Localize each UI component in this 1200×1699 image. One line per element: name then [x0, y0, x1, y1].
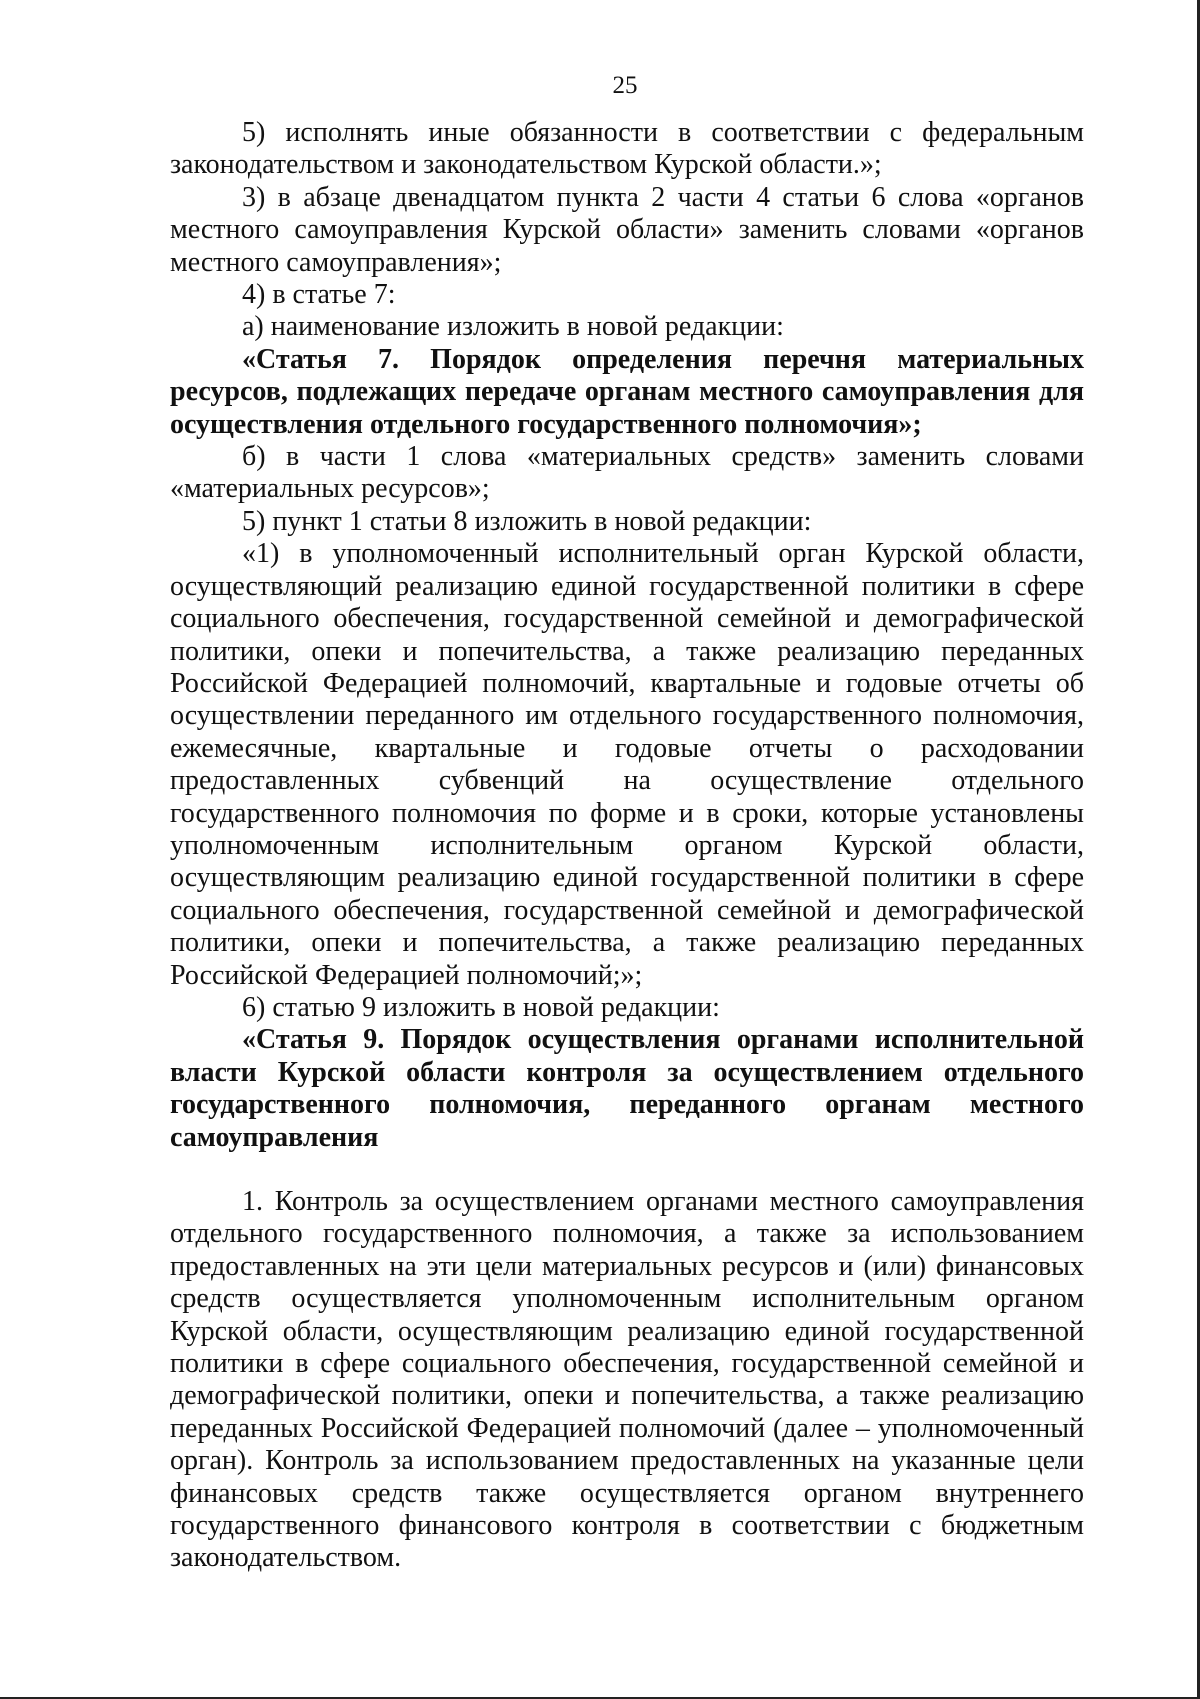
article-9-clause-1: 1. Контроль за осуществлением органами местного самоуправления отдельного государственного полномочия, а также за использованием предоставленных на эти цели материальных ресурсов и (или) финансовых средств осуществляется уполномоченным исполнительным органом Курской области, осуществляющим реализацию единой государственной политики в сфере социального обеспечения, государственной семейной и демографической политики, опеки и попечительства, а также реализацию переданных Российской Федерацией полномочий (далее – уполномоченный орган). Контроль за использованием предоставленных на указанные цели финансовых средств также осуществляется органом внутреннего государственного финансового контроля в соответствии с бюджетным законодательством.: [170, 1186, 1084, 1574]
document-body: [170, 117, 1084, 1575]
section-spacer: [170, 1154, 1084, 1186]
paragraph-item-6: 6) статью 9 изложить в новой редакции:: [242, 991, 720, 1023]
paragraph-subitem-a: а) наименование изложить в новой редакции:: [242, 311, 784, 343]
paragraph-clause-1-text: «1) в уполномоченный исполнительный орган Курской области, осуществляющий реализацию единой государственной политики в сфере социального обеспечения, государственной семейной и демографической политики, опеки и попечительства, а также реализацию переданных Российской Федерацией полномочий, квартальные и годовые отчеты об осуществлении переданного им отдельного государственного полномочия, ежемесячные, квартальные и годовые отчеты о расходовании предоставленных субвенций на осуществление отдельного государственного полномочия по форме и в сроки, которые установлены уполномоченным исполнительным органом Курской области, осуществляющим реализацию единой государственной политики в сфере социального обеспечения, государственной семейной и демографической политики, опеки и попечительства, а также реализацию переданных Российской Федерацией полномочий;»;: [170, 538, 1084, 991]
page-number: 25: [612, 72, 638, 99]
paragraph-item-4: 4) в статье 7:: [242, 279, 396, 311]
paragraph-item-5: 5) исполнять иные обязанности в соответствии с федеральным законодательством и законодательством Курской области.»;: [170, 117, 1084, 181]
paragraph-item-3: 3) в абзаце двенадцатом пункта 2 части 4 статьи 6 слова «органов местного самоуправления Курской области» заменить словами «органов местного самоуправления»;: [170, 181, 1084, 278]
article-9-heading: «Статья 9. Порядок осуществления органами исполнительной власти Курской области контроля за осуществлением отдельного государственного полномочия, переданного органам местного самоуправления: [170, 1024, 1084, 1153]
paragraph-item-5-article-8: 5) пункт 1 статьи 8 изложить в новой редакции:: [242, 505, 812, 537]
paragraph-subitem-b: б) в части 1 слова «материальных средств» заменить словами «материальных ресурсов»;: [170, 441, 1084, 505]
article-7-heading: «Статья 7. Порядок определения перечня материальных ресурсов, подлежащих передаче органам местного самоуправления для осуществления отдельного государственного полномочия»;: [170, 343, 1084, 440]
